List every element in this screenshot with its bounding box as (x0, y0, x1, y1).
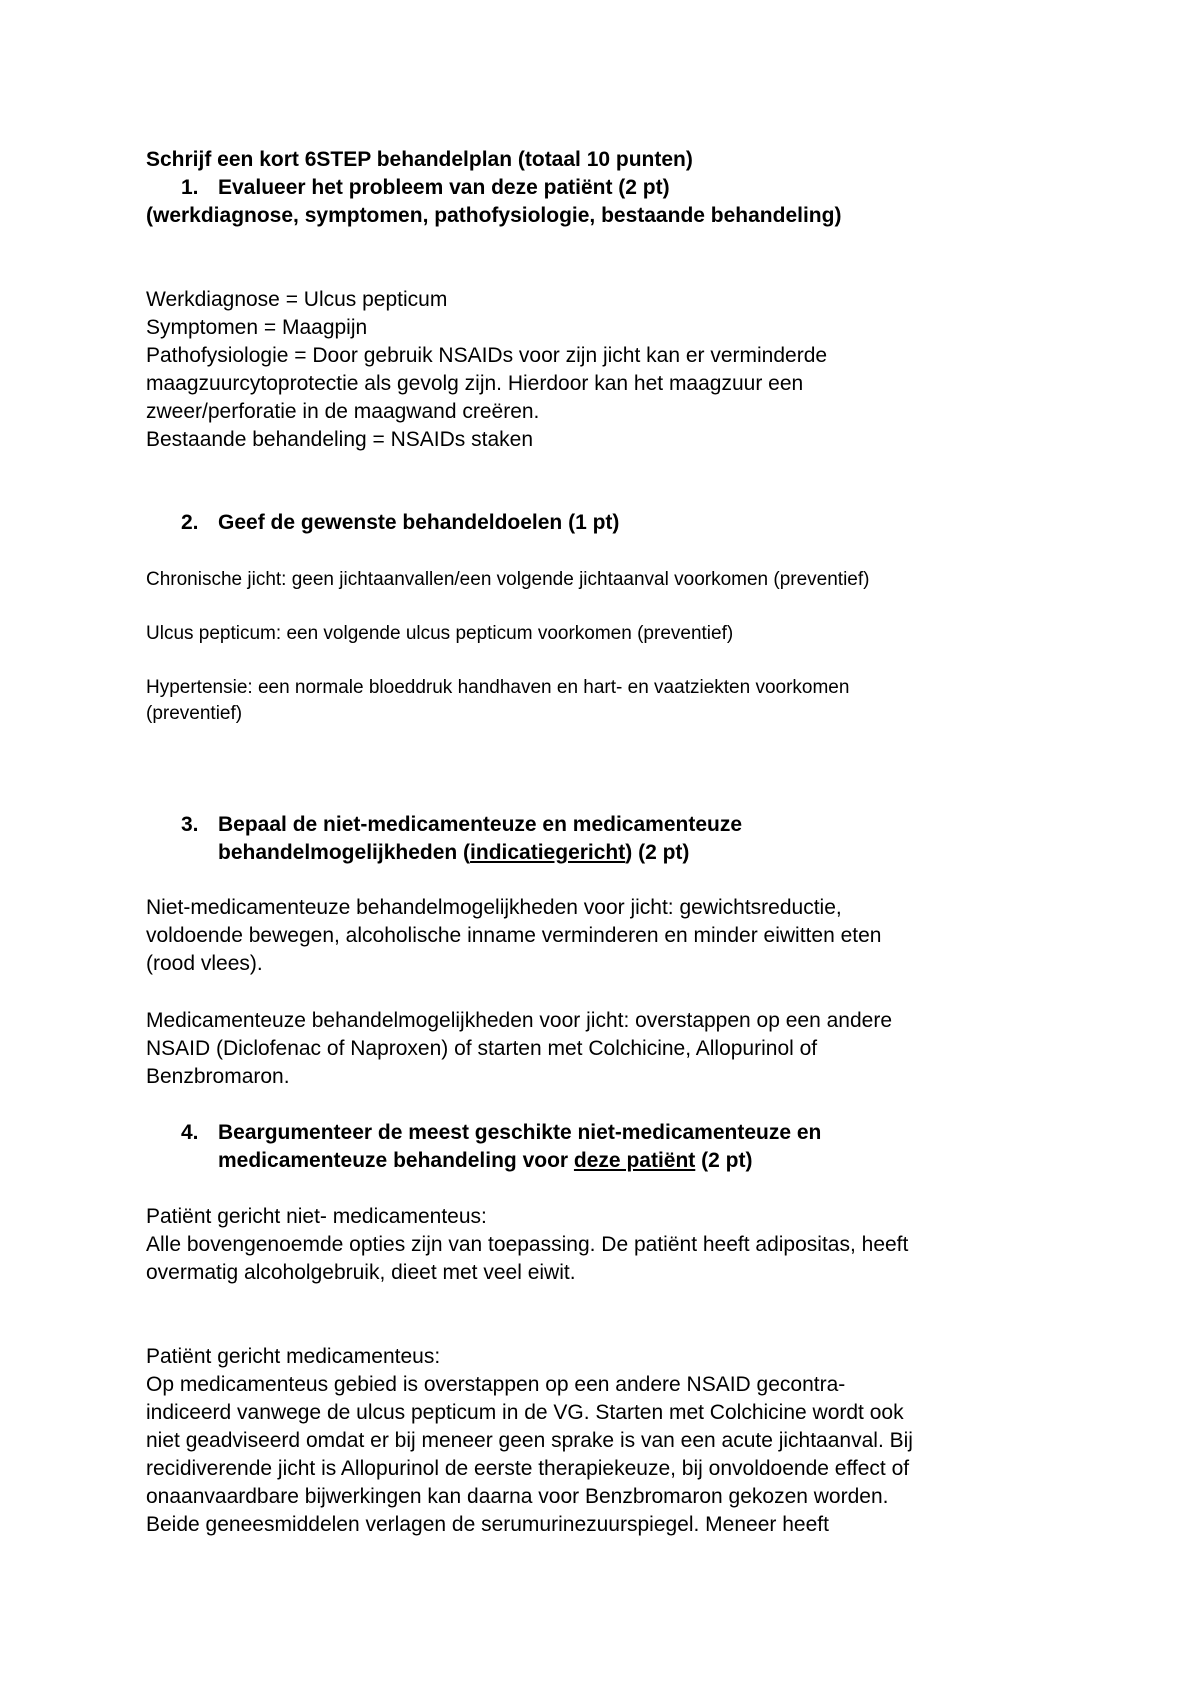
section4-para2-line: Op medicamenteus gebied is overstappen op een andere NSAID gecontra- (146, 1373, 846, 1396)
section3-para1-line: (rood vlees). (146, 952, 263, 975)
section1-line: Werkdiagnose = Ulcus pepticum (146, 288, 448, 311)
section1-number: 1. (181, 176, 199, 199)
section4-para1-line: overmatig alcoholgebruik, dieet met veel eiwit. (146, 1261, 576, 1284)
section4-heading-line2: medicamenteuze behandeling voor deze patiënt (2 pt) (218, 1149, 753, 1172)
section3-para1-line: voldoende bewegen, alcoholische inname verminderen en minder eiwitten eten (146, 924, 882, 947)
goal-hypertension-cont: (preventief) (146, 703, 243, 724)
section2-heading: Geef de gewenste behandeldoelen (1 pt) (218, 511, 620, 534)
section1-line: Pathofysiologie = Door gebruik NSAIDs voor zijn jicht kan er verminderde (146, 344, 828, 367)
section2-number: 2. (181, 511, 199, 534)
section1-line: maagzuurcytoprotectie als gevolg zijn. Hierdoor kan het maagzuur een (146, 372, 804, 395)
section1-line: Symptomen = Maagpijn (146, 316, 368, 339)
section3-heading-line1: Bepaal de niet-medicamenteuze en medicamenteuze (218, 813, 743, 836)
section4-para2-line: onaanvaardbare bijwerkingen kan daarna voor Benzbromaron gekozen worden. (146, 1485, 889, 1508)
section1-line: Bestaande behandeling = NSAIDs staken (146, 428, 534, 451)
document-title: Schrijf een kort 6STEP behandelplan (totaal 10 punten) (146, 148, 693, 171)
section1-subheading: (werkdiagnose, symptomen, pathofysiologie, bestaande behandeling) (146, 204, 842, 227)
section4-number: 4. (181, 1121, 199, 1144)
section3-para1-line: Niet-medicamenteuze behandelmogelijkheden voor jicht: gewichtsreductie, (146, 896, 842, 919)
section4-para1-line: Alle bovengenoemde opties zijn van toepassing. De patiënt heeft adipositas, heeft (146, 1233, 909, 1256)
deze-patient-underline: deze patiënt (573, 1149, 696, 1172)
section4-para2-line: Beide geneesmiddelen verlagen de serumurinezuurspiegel. Meneer heeft (146, 1513, 829, 1536)
section3-para2-line: Medicamenteuze behandelmogelijkheden voor jicht: overstappen op een andere (146, 1009, 893, 1032)
section4-para1-line: Patiënt gericht niet- medicamenteus: (146, 1205, 487, 1228)
section3-number: 3. (181, 813, 199, 836)
goal-hypertension: Hypertensie: een normale bloeddruk handhaven en hart- en vaatziekten voorkomen (146, 677, 850, 698)
section3-para2-line: Benzbromaron. (146, 1065, 290, 1088)
section1-heading: Evalueer het probleem van deze patiënt (2 pt) (218, 176, 670, 199)
section4-para2-line: indiceerd vanwege de ulcus pepticum in de VG. Starten met Colchicine wordt ook (146, 1401, 904, 1424)
section3-para2-line: NSAID (Diclofenac of Naproxen) of starten met Colchicine, Allopurinol of (146, 1037, 818, 1060)
section4-para2-line: Patiënt gericht medicamenteus: (146, 1345, 441, 1368)
section3-heading-line2: behandelmogelijkheden (indicatiegericht) (2 pt) (218, 841, 690, 864)
indicatiegericht-underline: indicatiegericht (470, 841, 626, 864)
section1-line: zweer/perforatie in de maagwand creëren. (146, 400, 540, 423)
section4-heading-line1: Beargumenteer de meest geschikte niet-medicamenteuze en (218, 1121, 822, 1144)
section4-para2-line: recidiverende jicht is Allopurinol de eerste therapiekeuze, bij onvoldoende effect of (146, 1457, 910, 1480)
section4-para2-line: niet geadviseerd omdat er bij meneer geen sprake is van een acute jichtaanval. Bij (146, 1429, 913, 1452)
goal-ulcus: Ulcus pepticum: een volgende ulcus pepticum voorkomen (preventief) (146, 623, 734, 644)
goal-chronic-gout: Chronische jicht: geen jichtaanvallen/een volgende jichtaanval voorkomen (preventief) (146, 569, 870, 590)
